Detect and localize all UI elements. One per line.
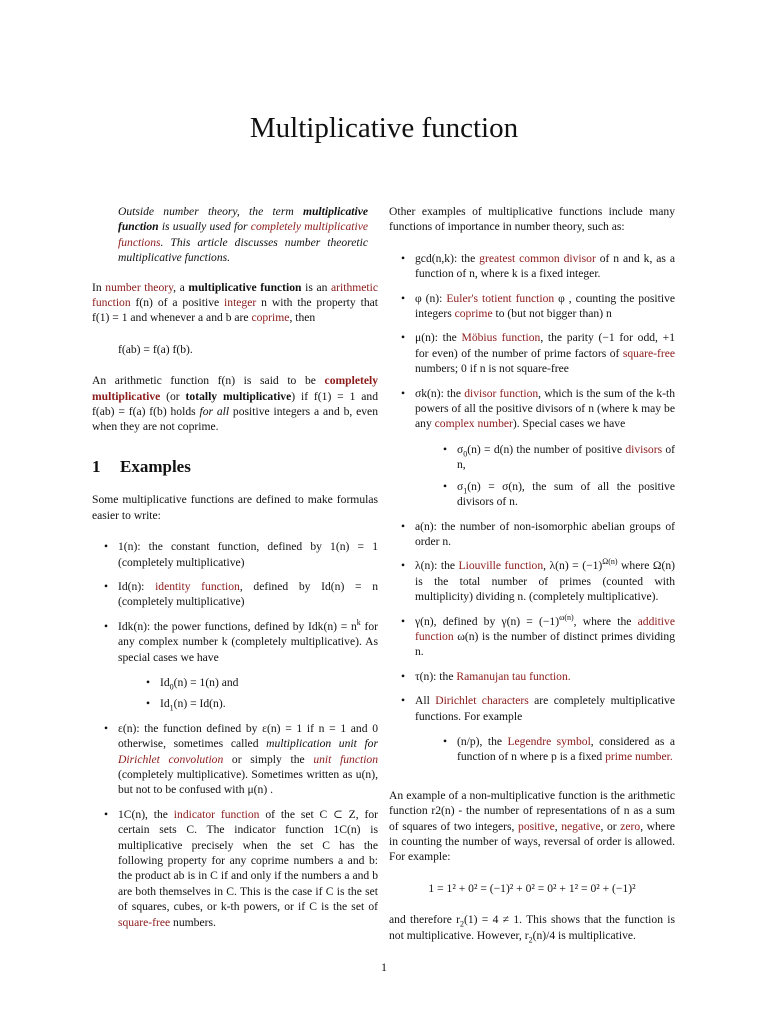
term-multiplicative-function: multiplicative function	[188, 280, 302, 294]
text: ) if f(1) = 1 and f(ab) = f(a) f(b) holds	[92, 389, 378, 419]
list-item	[415, 442, 675, 473]
text: (1) = 4 ≠ 1. This shows that the function is not multiplicative. However, r	[389, 913, 675, 942]
text: numbers; 0 if n is not square-free	[415, 362, 569, 376]
text: , defined by Id(n) = n (completely multiplicative)	[118, 579, 378, 609]
list-item	[92, 539, 378, 570]
text: , λ(n) = (−1)	[543, 559, 603, 573]
link-arithmetic-function[interactable]: arithmetic function	[92, 280, 378, 310]
equation-multiplicative: f(ab) = f(a) f(b).	[118, 342, 193, 356]
text: is an	[301, 280, 331, 294]
list-item	[389, 386, 675, 510]
list-item	[92, 807, 378, 930]
sublist	[415, 734, 675, 765]
text: σk(n): the	[415, 386, 465, 400]
text: where Ω(n) is the total number of primes (counted with multiplicity) dividing n. (completely multiplicative).	[415, 559, 675, 604]
text: of n and k, as a function of n, where k is a fixed integer.	[415, 251, 675, 281]
term-totally-multiplicative: totally multiplicative	[185, 389, 292, 403]
superscript: ω(n)	[559, 612, 574, 622]
text: , then	[289, 311, 316, 325]
text: τ(n): the	[415, 669, 457, 683]
link-dirichlet-convolution[interactable]: Dirichlet convolution	[118, 752, 224, 766]
list-item	[389, 519, 675, 550]
link-completely-multiplicative-functions[interactable]: completely multiplicative functions	[118, 220, 368, 249]
text: ). Special cases we have	[512, 417, 626, 431]
text: are completely multiplicative functions. For example	[415, 694, 675, 723]
link-identity-function[interactable]: identity function	[155, 579, 240, 593]
text: φ (n):	[415, 291, 447, 305]
text: of the set C ⊂ Z, for certain sets C. The indicator function 1C(n) is multiplicative precisely when the set C has the following property for any coprime numbers a and b: the product ab is in C if and only if the numbers a and b are both themselves in C. This is the case if C is the set of squares, cubes, or k-th powers, or if C is the set of	[118, 807, 378, 914]
list-item	[389, 693, 675, 765]
link-liouville-function[interactable]: Liouville function	[458, 559, 544, 573]
link-number-theory[interactable]: number theory	[105, 280, 174, 294]
text: for any complex number k (completely multiplicative). As special cases we have	[118, 619, 378, 664]
abstract-text: Outside number theory, the term	[118, 205, 303, 218]
text: (n) = Id(n).	[173, 697, 226, 711]
text: , considered as a function of n where p is a fixed	[457, 734, 675, 764]
link-additive-function[interactable]: additive function	[415, 614, 675, 643]
text: ,	[554, 819, 562, 833]
text: 1(n): the constant function, defined by 1(n) = 1 (completely multiplicative)	[118, 540, 378, 569]
text: An arithmetic function f(n) is said to be	[92, 374, 325, 388]
text: ω(n) is the number of distinct primes dividing n.	[415, 629, 675, 659]
text: (n) = 1(n) and	[173, 675, 239, 689]
text: to (but not bigger than) n	[492, 307, 612, 321]
list-item	[389, 614, 675, 660]
text: n with the property that f(1) = 1 and whenever a and b are	[92, 296, 378, 325]
link-square-free[interactable]: square-free	[622, 346, 675, 360]
link-coprime[interactable]: coprime	[454, 307, 493, 321]
page-title: Multiplicative function	[249, 112, 519, 144]
left-column	[92, 204, 378, 939]
list-item	[92, 721, 378, 798]
sublist	[118, 675, 378, 712]
text: numbers.	[170, 915, 216, 929]
right-intro: Other examples of multiplicative functions include many functions of importance in number theory, such as:	[389, 205, 675, 234]
text: , which is the sum of the k-th powers of all the positive divisors of n (where k may be any	[415, 386, 675, 431]
emphasis: multiplication unit for	[266, 737, 378, 751]
text: or simply the	[223, 752, 314, 766]
text: All	[415, 694, 436, 708]
link-square-free[interactable]: square-free	[118, 915, 171, 929]
examples-intro: Some multiplicative functions are defined to make formulas easier to write:	[92, 493, 378, 522]
text: γ(n), defined by γ(n) = (−1)	[415, 614, 560, 628]
link-integer[interactable]: integer	[224, 296, 257, 310]
equation-sum-of-squares: 1 = 1² + 0² = (−1)² + 0² = 0² + 1² = 0² + (−1)²	[428, 881, 636, 895]
list-item	[389, 330, 675, 376]
text: Id	[160, 675, 170, 689]
text: , the parity (−1 for odd, +1 for even) of the number of prime factors of	[415, 331, 675, 360]
list-item	[118, 696, 378, 711]
link-coprime[interactable]: coprime	[251, 311, 290, 325]
text: λ(n): the	[415, 559, 459, 573]
text: , where in counting the number of ways, reversal of order is allowed. For example:	[389, 819, 675, 864]
text: 1C(n), the	[118, 807, 174, 821]
link-prime-number[interactable]: prime number.	[605, 750, 673, 764]
text: ε(n): the function defined by ε(n) = 1 if n = 1 and 0 otherwise, sometimes called	[118, 721, 378, 751]
abstract-text: . This article discusses number theoretic multiplicative functions.	[118, 235, 368, 265]
list-item	[389, 291, 675, 322]
list-item	[389, 251, 675, 282]
text: gcd(n,k): the	[415, 251, 480, 265]
abstract	[118, 204, 368, 266]
completely-paragraph	[92, 373, 378, 435]
link-divisor-function[interactable]: divisor function	[464, 386, 539, 400]
text: In	[92, 280, 106, 294]
subscript: 1	[169, 703, 174, 713]
abstract-term: multiplicative function	[118, 205, 368, 234]
link-legendre-symbol[interactable]: Legendre symbol	[507, 734, 591, 748]
text: a(n): the number of non-isomorphic abelian groups of order n.	[415, 519, 675, 548]
section-number: 1	[92, 456, 101, 476]
text: σ	[457, 479, 464, 493]
text: Idk(n): the power functions, defined by Idk(n) = n	[118, 619, 357, 633]
other-examples-list	[389, 251, 675, 765]
examples-list	[92, 539, 378, 930]
subscript: 0	[463, 449, 468, 459]
list-item	[389, 558, 675, 604]
list-item	[415, 734, 675, 765]
list-item	[92, 579, 378, 610]
subscript: 2	[460, 919, 464, 929]
text: , a	[173, 280, 189, 294]
text: of n,	[457, 442, 675, 472]
text: (n)/4 is multiplicative.	[532, 928, 636, 942]
text: Id(n):	[118, 579, 156, 593]
link-ramanujan-tau[interactable]: Ramanujan tau function.	[456, 669, 571, 683]
link-dirichlet-characters[interactable]: Dirichlet characters	[435, 694, 529, 708]
sublist	[415, 442, 675, 510]
link-complex-number[interactable]: complex number	[434, 417, 513, 431]
text: σ	[457, 442, 464, 456]
text: and therefore r	[389, 913, 460, 927]
non-multiplicative-paragraph	[389, 788, 675, 865]
text: , where the	[573, 614, 638, 628]
link-zero[interactable]: zero	[620, 819, 641, 833]
text: (n) = σ(n), the sum of all the positive divisors of n.	[457, 479, 675, 509]
subscript: 1	[463, 486, 468, 495]
conclusion-paragraph	[389, 912, 675, 943]
list-item	[389, 669, 675, 684]
text: (n) = d(n) the number of positive	[467, 442, 626, 456]
abstract-text: is usually used for	[158, 220, 251, 234]
subscript: 0	[169, 682, 174, 692]
link-positive[interactable]: positive	[518, 819, 555, 833]
right-column	[389, 204, 675, 943]
list-item	[415, 479, 675, 510]
text: An example of a non-multiplicative function is the arithmetic function r2(n) - the number of representations of n as a sum of squares of two integers,	[389, 788, 675, 833]
link-negative[interactable]: negative	[561, 819, 601, 833]
section-title: Examples	[120, 456, 191, 476]
list-item	[92, 619, 378, 712]
link-mobius-function[interactable]: Möbius function	[461, 331, 541, 345]
text: positive integers a and b, even when they are not coprime.	[92, 405, 378, 434]
link-indicator-function[interactable]: indicator function	[173, 807, 260, 821]
link-completely-multiplicative[interactable]: completely multiplicative	[92, 374, 378, 403]
superscript: k	[356, 617, 361, 627]
emphasis-for-all: for all	[199, 405, 230, 419]
link-unit-function[interactable]: unit function	[313, 752, 379, 766]
section-heading	[92, 456, 378, 476]
text: , or	[600, 819, 621, 833]
text: (or	[160, 389, 186, 403]
text: (completely multiplicative). Sometimes written as u(n), but not to be confused with μ(n) .	[118, 767, 378, 797]
page-number: 1	[381, 960, 387, 974]
superscript: Ω(n)	[602, 557, 618, 567]
text: μ(n): the	[415, 331, 462, 345]
subscript: 2	[528, 934, 533, 944]
link-eulers-totient[interactable]: Euler's totient function	[446, 291, 555, 305]
text: (n/p), the	[457, 734, 508, 748]
link-greatest-common-divisor[interactable]: greatest common divisor	[479, 251, 596, 265]
text: φ , counting the positive integers	[415, 291, 676, 321]
list-item	[118, 675, 378, 690]
link-divisors[interactable]: divisors	[625, 442, 663, 456]
text: f(n) of a positive	[130, 296, 225, 310]
text: Id	[160, 697, 170, 711]
intro-paragraph	[92, 280, 378, 326]
